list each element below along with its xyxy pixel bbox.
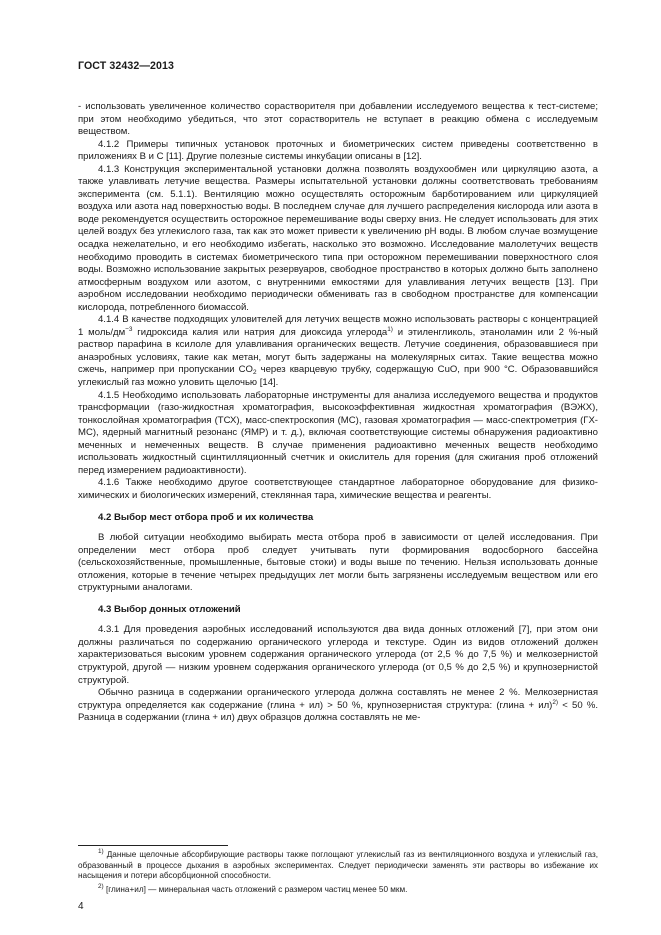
footnotes <box>78 850 598 899</box>
footnote-ref-2: 2) <box>552 698 559 706</box>
paragraph-4-3-1: 4.3.1 Для проведения аэробных исследований используются два вида донных отложений [7], при этом они должны различаться по содержанию органического углерода и текстуре. Один из видов отложений должен характеризоваться высоким уровнем содержания органического углерода (от 2,5 % до 7,5 %) и мелкозернистой структурой, другой — низким уровнем содержания органического углерода (от 0,5 % до 2,5 %) и крупнозернистой структурой. <box>78 624 598 686</box>
footnote-1-mark: 1) <box>98 848 104 855</box>
footnote-2-text: [глина+ил] — минеральная часть отложений с размером частиц менее 50 мкм. <box>103 885 408 895</box>
footnote-2-mark: 2) <box>98 883 104 891</box>
p414-text-d: через кварцевую трубку, содержащую CuO, при 900 °C. Образовавшийся углекислый газ можно уловить щелочью [14]. <box>78 364 599 389</box>
page-header-title: ГОСТ 32432—2013 <box>78 60 175 72</box>
footnote-1-text: Данные щелочные абсорбирующие растворы также поглощают углекислый газ из вентиляционного воздуха и углекислый газ, образованный в процессе дыхания в аэробных экспериментах. Следует периодически заменять эти растворы во избежание их насыщения и потери абсорбционной способности. <box>78 850 598 881</box>
co2-subscript: 2 <box>252 369 257 377</box>
p432-text-b: < 50 %. Разница в содержании (глина + ил) двух образцов должна составлять не ме- <box>78 699 599 724</box>
p432-text-a: Обычно разница в содержании органического углерода должна составлять не менее 2 %. Мелкозернистая структура определяется как содержание (глина + ил) > 50 %, крупнозернистая структура: (глина + ил) <box>78 687 598 711</box>
paragraph-4-1-3: 4.1.3 Конструкция экспериментальной установки должна позволять воздухообмен или циркуляцию азота, а также улавливать летучие вещества. Размеры испытательной установки должны соответствовать требованиям эксперимента (см. 5.1.1). Вентиляцию можно осуществлять осторожным барботированием или циркуляцией воздуха или азота над поверхностью воды. В последнем случае для лучшего распределения кислорода или азота в воде рекомендуется осуществить осторожное перемешивание воды сверху вниз. Не следует использовать для этих целей воздух без углекислого газа, так как это может привести к увеличению pH воды. В любом случае возмущение осадка нежелательно, и его необходимо избегать, насколько это возможно. Исследование малолетучих веществ необходимо проводить в системах биометрического типа при осторожном перемешивании поверхностного слоя воды. Возможно использование закрытых резервуаров, свободное пространство в которых должно быть заполнено атмосферным воздухом или азотом, с внутренними емкостями для улавливания летучих веществ [13]. При аэробном исследовании необходимо периодически обменивать газ в свободном пространстве для компенсации кислорода, потребленного биомассой. <box>78 163 598 313</box>
main-text <box>78 101 598 725</box>
footnote-1 <box>78 850 598 882</box>
p414-text-a: 4.1.4 В качестве подходящих уловителей для летучих веществ можно использовать растворы с концентрацией 1 моль/дм <box>78 314 598 338</box>
paragraph-4-1-6: 4.1.6 Также необходимо другое соответствующее стандартное лабораторное оборудование для физико-химических и биологических измерений, стеклянная тара, химические вещества и реагенты. <box>78 477 598 501</box>
section-heading-4-3: 4.3 Выбор донных отложений <box>98 603 241 615</box>
paragraph-4-3-2 <box>78 687 598 725</box>
p414-text-b: гидроксида калия или натрия для диоксида углерода <box>132 326 388 338</box>
section-heading-4-2: 4.2 Выбор мест отбора проб и их количества <box>98 511 314 523</box>
footnote-divider <box>78 845 228 846</box>
paragraph-4-2: В любой ситуации необходимо выбирать места отбора проб в зависимости от целей исследования. При определении мест отбора проб следует учитывать пути формирования водосборного бассейна (сельскохозяйственные, промышленные, бытовые стоки) и воды выше по течению. Нельзя использовать донные отложения, которые в течение четырех предыдущих лет могли быть загрязнены исследуемым веществом или его структурными аналогами. <box>78 532 598 594</box>
paragraph-4-1-2: 4.1.2 Примеры типичных установок проточных и биометрических систем приведены соответственно в приложениях В и С [11]. Другие полезные системы инкубации описаны в [12]. <box>78 138 598 163</box>
unit-exponent: −3 <box>125 325 133 333</box>
paragraph-4-1-5: 4.1.5 Необходимо использовать лабораторные инструменты для анализа исследуемого вещества и продуктов трансформации (газо-жидкостная хроматография, высокоэффективная жидкостная хроматография (ВЭЖХ), тонкослойная хроматография (ТСХ), масс-спектроскопия (МС), газовая хроматография — масс-спектрометрия (ГХ-МС), ядерный магнитный резонанс (ЯМР) и т. д.), включая соответствующие системы обнаружения радиоактивно меченных и немеченных веществ. В случае применения радиоактивно меченных веществ необходимо использовать жидкостный сцинтилляционный счетчик и окислитель для горения (для сжигания проб отложений перед измерением радиоактивности). <box>78 389 598 476</box>
paragraph-continuation: - использовать увеличенное количество сорастворителя при добавлении исследуемого вещества к тест-системе; при этом необходимо убедиться, что этот сорастворитель не вступает в реакцию обмена с исследуемым веществом. <box>78 101 598 138</box>
p414-text-c: и этиленгликоль, этаноламин или 2 %-ный раствор парафина в ксилоле для улавливания органических веществ. Летучие соединения, образовавшиеся при анаэробных условиях, такие как метан, могут быть задержаны на молекулярных ситах. Такие вещества можно сжечь, например при пропускании CO <box>78 326 598 376</box>
paragraph-4-1-4 <box>78 314 598 389</box>
footnote-ref-1: 1) <box>387 325 393 333</box>
footnote-2 <box>78 885 598 896</box>
page-number: 4 <box>78 901 84 912</box>
